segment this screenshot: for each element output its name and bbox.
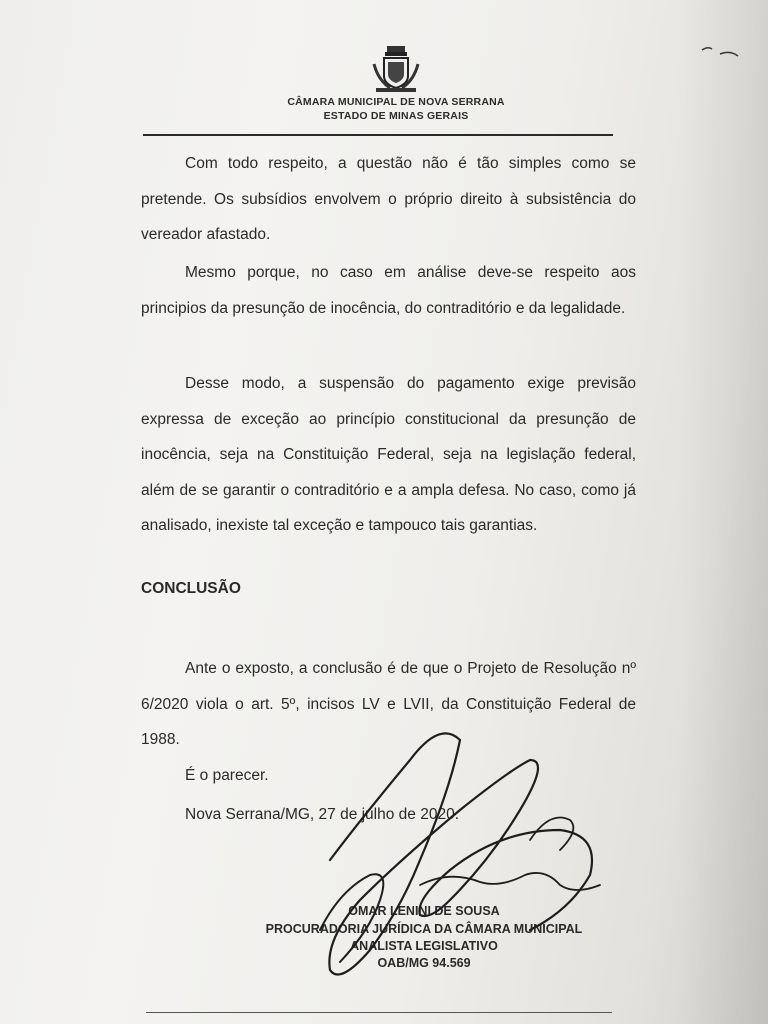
paragraph-text: Ante o exposto, a conclusão é de que o Projeto de Resolução nº 6/2020 viola o art. 5º, incisos LV e LVII, da Constituição Federal de 1988. xyxy=(141,660,636,748)
paragraph-text: Desse modo, a suspensão do pagamento exige previsão expressa de exceção ao princípio constitucional da presunção de inocência, seja na Constituição Federal, seja na legislação federal, além de se garantir o contraditório e a ampla defesa. No caso, como já analisado, inexiste tal exceção e tampouco tais garantias. xyxy=(141,375,636,534)
paragraph-text: Mesmo porque, no caso em análise deve-se respeito aos principios da presunção de inocência, do contraditório e da legalidade. xyxy=(141,264,636,317)
handwritten-signature-icon xyxy=(300,700,630,990)
body-paragraph xyxy=(141,146,636,253)
coat-of-arms-icon xyxy=(370,44,422,94)
closing-line: É o parecer. xyxy=(185,767,269,784)
footer-divider xyxy=(146,1012,612,1013)
org-state: ESTADO DE MINAS GERAIS xyxy=(323,110,469,122)
place-date: Nova Serrana/MG, 27 de julho de 2020. xyxy=(185,806,460,823)
pen-mark-icon xyxy=(700,40,750,64)
signer-registration: OAB/MG 94.569 xyxy=(377,956,471,970)
header-divider xyxy=(143,134,613,136)
signer-title: ANALISTA LEGISLATIVO xyxy=(350,939,498,953)
conclusion-heading: CONCLUSÃO xyxy=(141,580,241,597)
org-name: CÂMARA MUNICIPAL DE NOVA SERRANA xyxy=(287,96,505,108)
signer-department: PROCURADORIA JURÍDICA DA CÂMARA MUNICIPAL xyxy=(265,922,583,936)
page-shadow xyxy=(678,0,768,1024)
paragraph-text: Com todo respeito, a questão não é tão simples como se pretende. Os subsídios envolvem o próprio direito à subsistência do vereador afastado. xyxy=(141,155,636,243)
body-paragraph xyxy=(141,255,636,326)
signer-name: OMAR LENINI DE SOUSA xyxy=(348,904,500,918)
body-paragraph xyxy=(141,366,636,544)
